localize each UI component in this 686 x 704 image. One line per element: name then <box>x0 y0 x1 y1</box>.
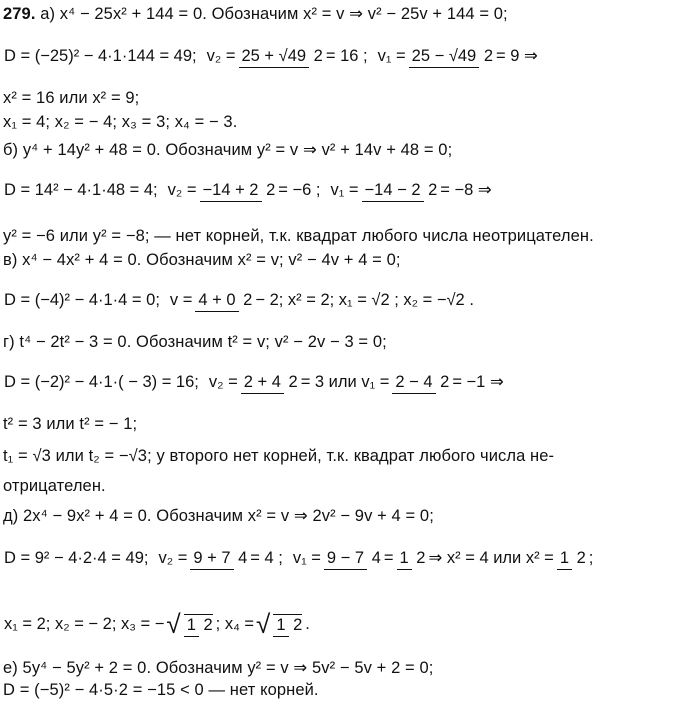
part-d-discriminant <box>3 354 505 410</box>
fraction-denominator: 2 <box>203 615 213 634</box>
radical-sign: √ <box>166 608 181 639</box>
fraction-numerator: 2 − 4 <box>392 373 435 394</box>
discriminant-text: D = (−25)² − 4·1·144 = 49; <box>4 46 197 65</box>
fraction-denominator: 2 <box>266 180 276 199</box>
root-value: = 9 ⇒ <box>496 47 538 65</box>
root-label: v = <box>169 290 193 309</box>
fraction <box>324 549 381 568</box>
fraction-denominator: 2 <box>293 615 303 634</box>
fraction <box>392 373 449 392</box>
fraction-numerator: 1 <box>397 549 412 570</box>
fraction-numerator: 25 + √49 <box>239 47 310 68</box>
fraction-numerator: 9 + 7 <box>190 549 233 570</box>
part-a-equation <box>3 4 508 24</box>
fraction-denominator: 2 <box>288 372 298 391</box>
problem-number: 279. <box>3 5 36 23</box>
fraction <box>190 549 247 568</box>
part-c-equation: в) x⁴ − 4x² + 4 = 0. Обозначим x² = v; v² − 4v + 4 = 0; <box>3 251 401 269</box>
semicolon: ; <box>588 548 594 567</box>
fraction <box>200 181 276 200</box>
radical-fraction <box>273 614 302 635</box>
fraction-numerator: −14 + 2 <box>200 181 262 202</box>
radical-fraction <box>184 614 213 635</box>
part-e-equation: д) 2x⁴ − 9x² + 4 = 0. Обозначим x² = v ⇒ 2v² − 9v + 4 = 0; <box>3 507 434 525</box>
fraction-denominator: 2 <box>576 548 586 567</box>
fraction-denominator: 2 <box>313 46 323 65</box>
fraction <box>557 549 586 568</box>
fraction-numerator: 1 <box>557 549 572 570</box>
fraction <box>241 373 298 392</box>
discriminant-text: D = (−2)² − 4·1·( − 3) = 16; <box>4 372 199 391</box>
part-a-substitution: x² = 16 или x² = 9; <box>3 89 140 107</box>
part-e-roots <box>3 596 311 652</box>
fraction-denominator: 2 <box>440 372 450 391</box>
part-a-discriminant <box>3 28 539 84</box>
root-label: v₂ = <box>208 372 238 391</box>
fraction-numerator: 9 − 7 <box>324 549 367 570</box>
fraction-numerator: −14 − 2 <box>362 181 424 202</box>
fraction-denominator: 4 <box>238 548 248 567</box>
implication-text: ⇒ x² = 4 или x² = <box>428 549 554 567</box>
part-d-equation: г) t⁴ − 2t² − 3 = 0. Обозначим t² = v; v² − 2v − 3 = 0; <box>3 333 387 351</box>
root-value: − 2; x² = 2; x₁ = √2 ; x₂ = −√2 . <box>255 290 474 309</box>
root-value: = −1 ⇒ <box>452 373 504 391</box>
part-b-equation: б) y⁴ + 14y² + 48 = 0. Обозначим y² = v ⇒ v² + 14v + 48 = 0; <box>3 141 453 159</box>
discriminant-text: D = (−4)² − 4·1·4 = 0; <box>4 290 160 309</box>
equals-sign: = <box>383 548 394 567</box>
fraction-denominator: 4 <box>371 548 381 567</box>
roots-text: x₁ = 2; x₂ = − 2; x₃ = − <box>4 614 165 633</box>
discriminant-text: D = 14² − 4·1·48 = 4; <box>4 180 158 199</box>
root-label: v₁ = <box>377 46 406 65</box>
part-f-equation: е) 5y⁴ − 5y² + 2 = 0. Обозначим y² = v ⇒ 5v² − 5v + 2 = 0; <box>3 659 434 677</box>
fraction-numerator: 1 <box>184 616 199 637</box>
roots-text: ; x₄ = <box>215 614 255 633</box>
fraction-denominator: 2 <box>416 548 426 567</box>
root-value: = −8 ⇒ <box>440 181 492 199</box>
root-label: v₂ = <box>206 46 236 65</box>
part-d-substitution: t² = 3 или t² = − 1; <box>3 415 138 433</box>
fraction-denominator: 2 <box>428 180 438 199</box>
fraction-numerator: 4 + 0 <box>195 291 238 312</box>
fraction-denominator: 2 <box>243 290 253 309</box>
fraction-numerator: 2 + 4 <box>241 373 284 394</box>
part-c-discriminant <box>3 272 475 328</box>
part-f-discriminant: D = (−5)² − 4·5·2 = −15 < 0 — нет корней. <box>3 681 319 699</box>
part-a-roots: x₁ = 4; x₂ = − 4; x₃ = 3; x₄ = − 3. <box>3 113 238 131</box>
fraction-denominator: 2 <box>483 46 494 65</box>
part-e-discriminant <box>3 530 594 586</box>
root-value: = 16 ; <box>325 46 368 65</box>
root-label: v₁ = <box>330 180 359 199</box>
period: . <box>305 614 310 633</box>
root-label: v₂ = <box>167 180 197 199</box>
root-value: = 4 ; <box>250 548 283 567</box>
part-d-roots-cont: отрицателен. <box>3 477 106 495</box>
fraction-numerator: 25 − √49 <box>409 47 480 68</box>
discriminant-text: D = 9² − 4·2·4 = 49; <box>4 548 149 567</box>
part-a-text: а) x⁴ − 25x² + 144 = 0. Обозначим x² = v ⇒ v² − 25v + 144 = 0; <box>40 5 508 23</box>
root-label: v₁ = <box>292 548 321 567</box>
fraction <box>362 181 438 200</box>
fraction-numerator: 1 <box>273 616 288 637</box>
part-d-roots: t₁ = √3 или t₂ = −√3; у второго нет корней, т.к. квадрат любого числа не- <box>3 447 555 465</box>
fraction <box>397 549 426 568</box>
part-b-conclusion: y² = −6 или y² = −8; — нет корней, т.к. квадрат любого числа неотрицателен. <box>3 227 594 245</box>
part-b-discriminant <box>3 162 493 218</box>
root-value: = 3 или v₁ = <box>300 372 390 391</box>
root-value: = −6 ; <box>278 180 321 199</box>
fraction <box>195 291 252 310</box>
fraction <box>409 47 493 66</box>
fraction <box>239 47 323 66</box>
radical-sign: √ <box>256 608 271 639</box>
root-label: v₂ = <box>158 548 188 567</box>
